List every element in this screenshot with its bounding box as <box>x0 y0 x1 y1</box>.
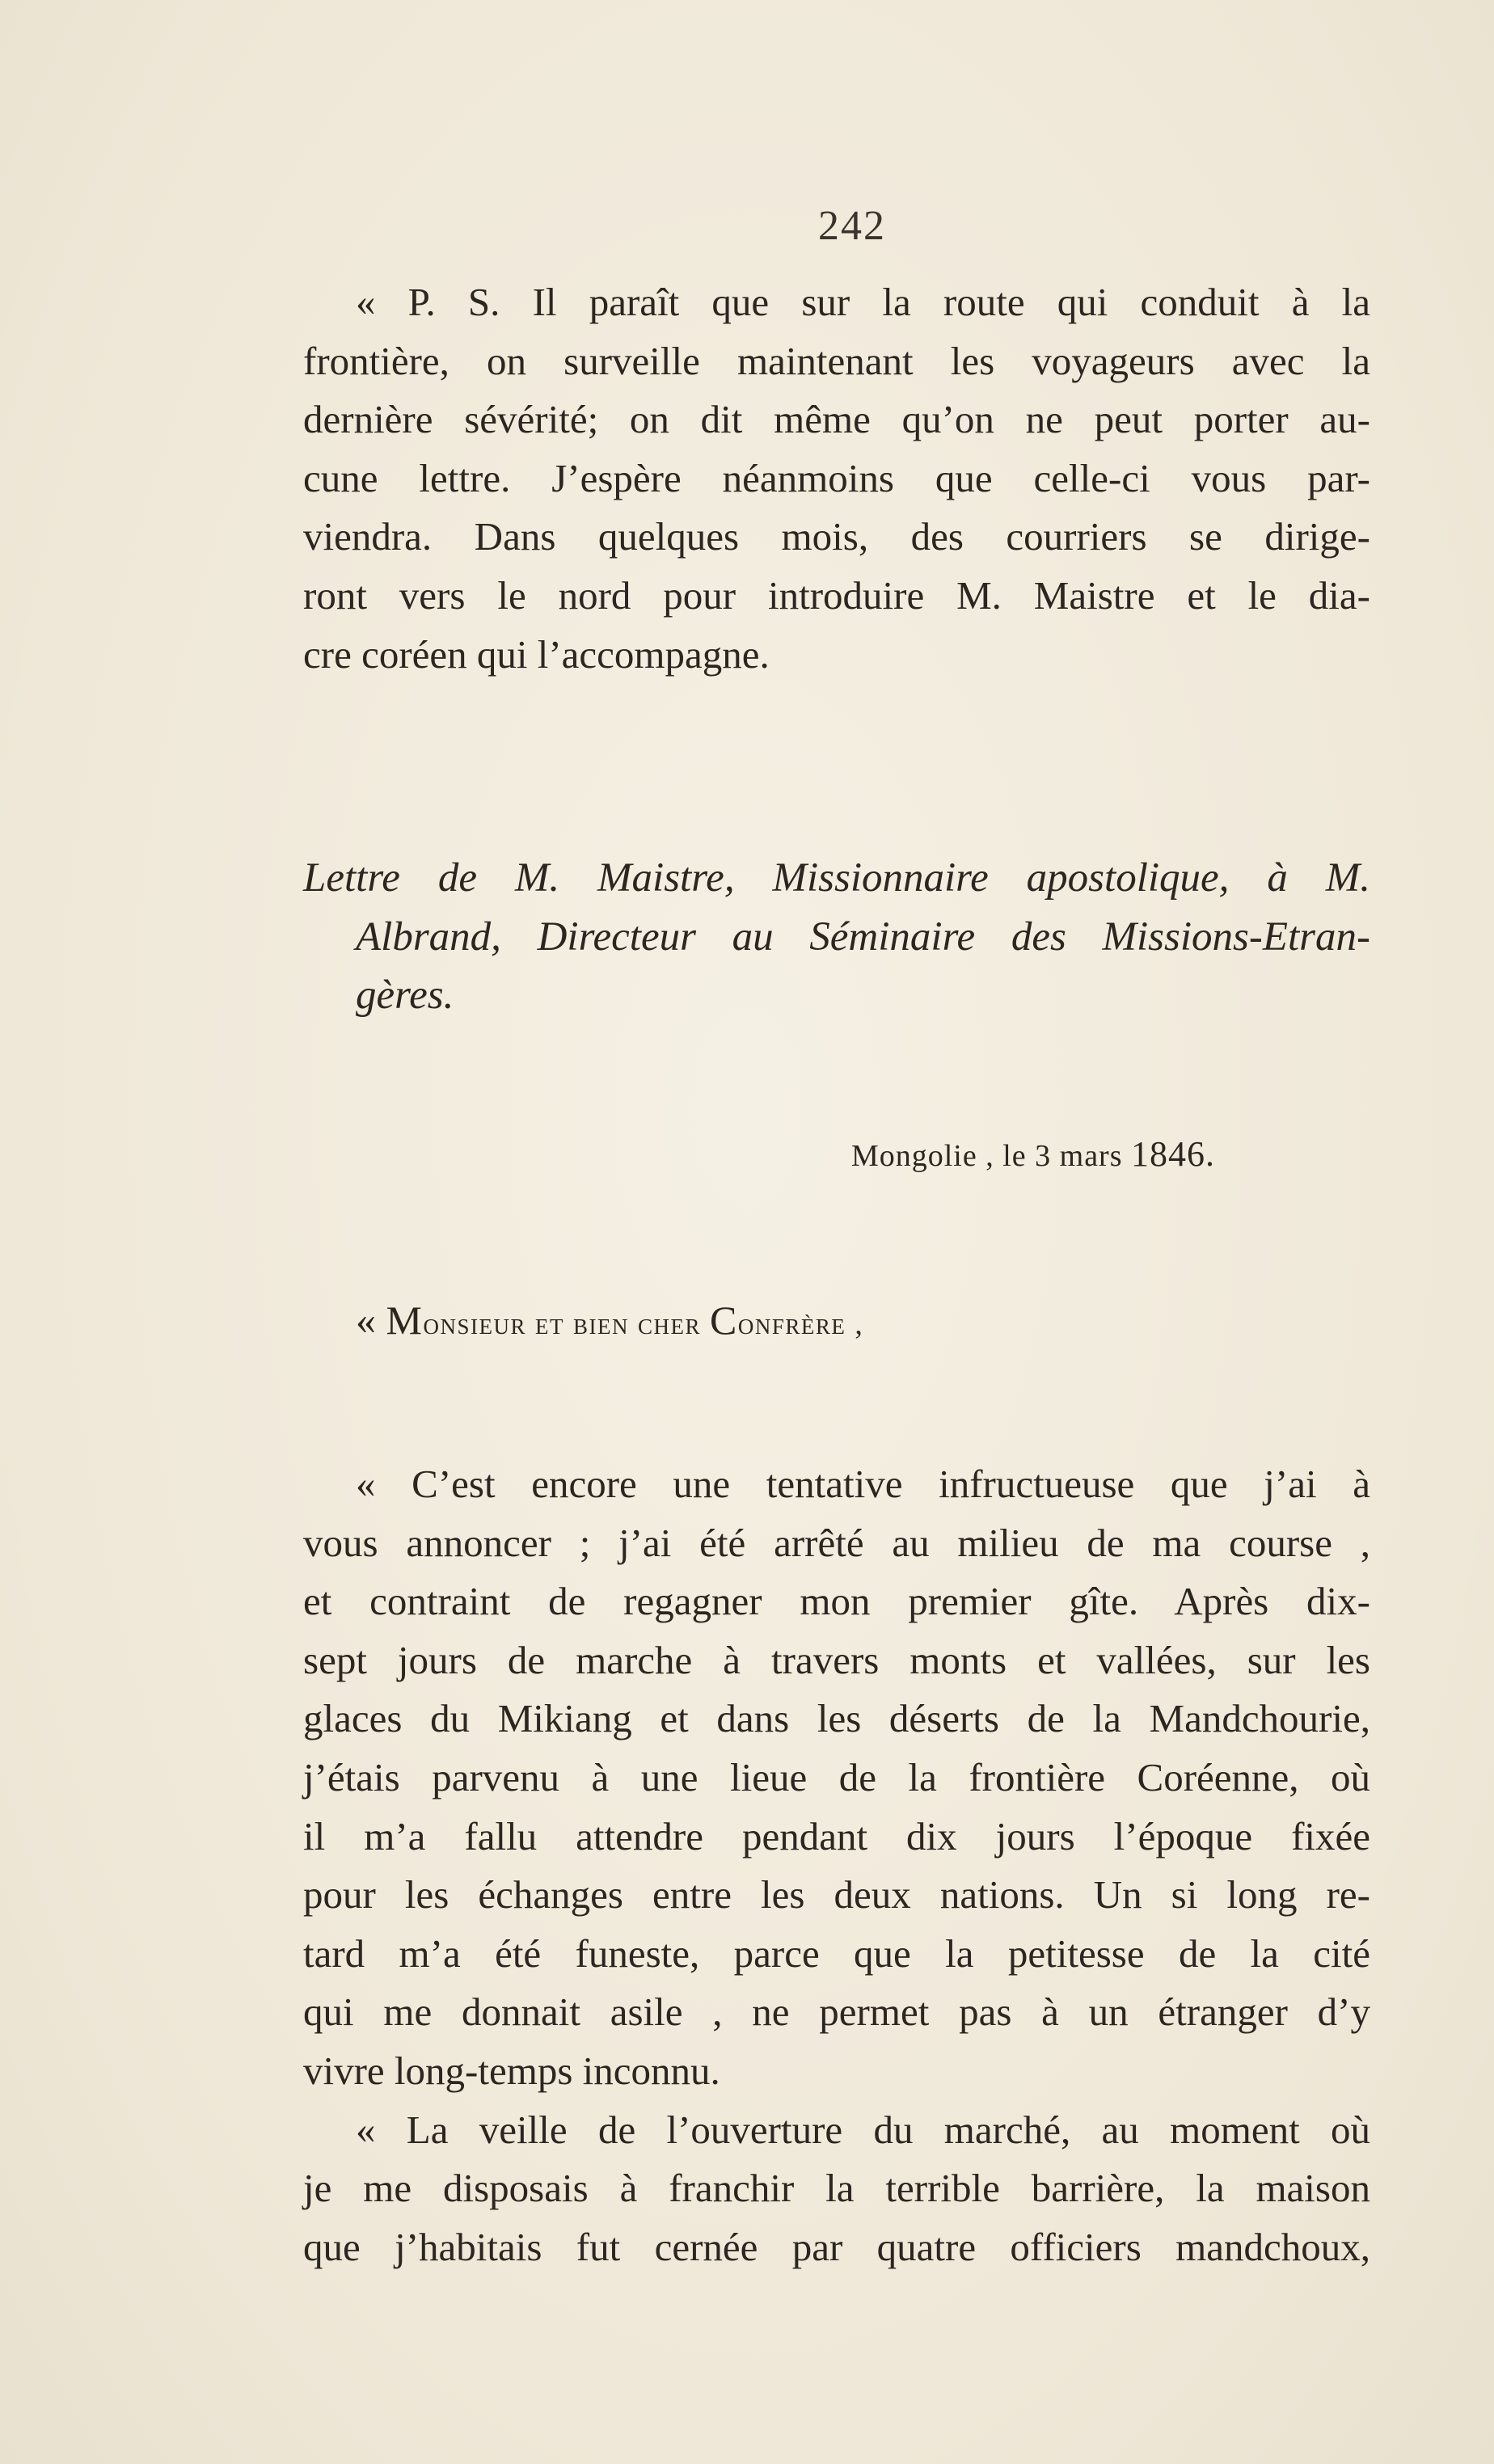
salutation-text-end: onfrère , <box>737 1307 864 1341</box>
salutation-open-quote: « <box>356 1297 378 1343</box>
title-line: gères. <box>356 973 454 1019</box>
text-line: frontière, on surveille maintenant les voyageurs avec la <box>303 338 1370 383</box>
text-line: j’étais parvenu à une lieue de la frontière Coréenne, où <box>303 1754 1370 1799</box>
page-number: 242 <box>818 203 886 249</box>
text-line: sept jours de marche à travers monts et vallées, sur les <box>303 1637 1370 1682</box>
text-line: glaces du Mikiang et dans les déserts de la Mandchourie, <box>303 1696 1370 1741</box>
letter-body <box>303 1455 1370 2276</box>
salutation-initial-c: C <box>709 1297 738 1343</box>
text-line: cre coréen qui l’accompagne. <box>303 631 770 677</box>
title-line: Lettre de M. Maistre, Missionnaire apostolique, à M. <box>303 855 1370 901</box>
text-line: tard m’a été funeste, parce que la petitesse de la cité <box>303 1930 1370 1976</box>
text-line: je me disposais à franchir la terrible barrière, la maison <box>303 2166 1370 2211</box>
text-line: vous annoncer ; j’ai été arrêté au milieu de ma course , <box>303 1520 1370 1565</box>
title-line: Albrand, Directeur au Séminaire des Missions-Etran- <box>356 913 1370 960</box>
salutation-text: onsieur et bien cher <box>423 1307 701 1341</box>
salutation-initial-m: M <box>386 1297 424 1343</box>
postscript-paragraph <box>303 273 1370 684</box>
text-line: « P. S. Il paraît que sur la route qui conduit à la <box>356 280 1370 324</box>
text-line: viendra. Dans quelques mois, des courriers se dirige- <box>303 514 1370 559</box>
text-line: il m’a fallu attendre pendant dix jours l’époque fixée <box>303 1813 1370 1859</box>
text-line: pour les échanges entre les deux nations. Un si long re- <box>303 1872 1370 1918</box>
text-line: « C’est encore une tentative infructueuse que j’ai à <box>356 1462 1370 1506</box>
text-line: « La veille de l’ouverture du marché, au moment où <box>356 2107 1370 2152</box>
text-line: qui me donnait asile , ne permet pas à un étranger d’y <box>303 1989 1370 2035</box>
place-date-year: 1846. <box>1131 1134 1215 1174</box>
salutation <box>356 1297 863 1344</box>
text-line: dernière sévérité; on dit même qu’on ne peut porter au- <box>303 397 1370 442</box>
place-date-text: Mongolie , le 3 mars <box>850 1139 1123 1173</box>
text-line: vivre long-temps inconnu. <box>303 2048 720 2093</box>
text-line: cune lettre. J’espère néanmoins que celle-ci vous par- <box>303 455 1370 500</box>
place-date <box>851 1133 1215 1175</box>
text-line: et contraint de regagner mon premier gîte. Après dix- <box>303 1579 1370 1624</box>
letter-title <box>303 847 1370 1023</box>
text-line: ront vers le nord pour introduire M. Maistre et le dia- <box>303 572 1370 618</box>
text-line: que j’habitais fut cernée par quatre officiers mandchoux, <box>303 2224 1370 2269</box>
